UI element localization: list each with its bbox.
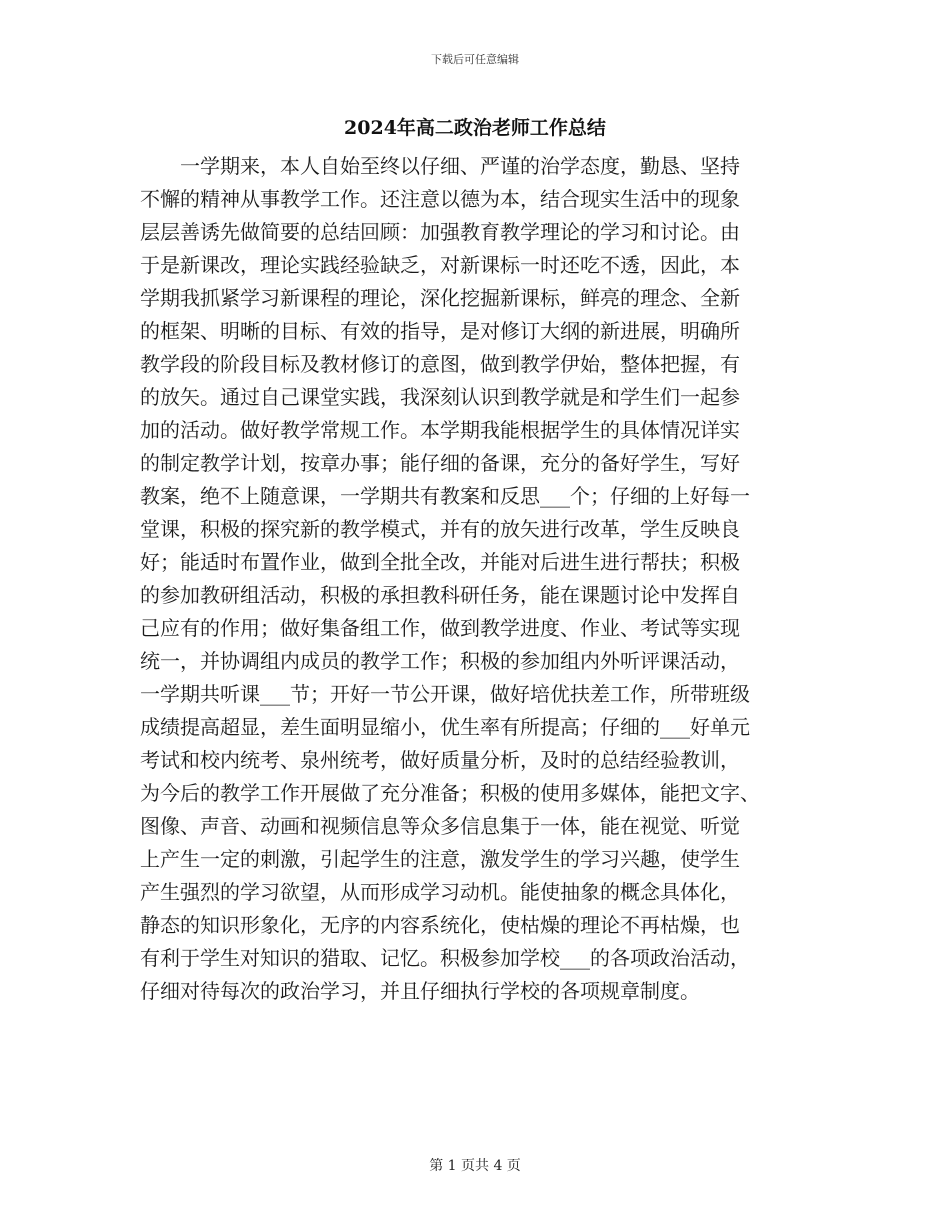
body-line: 成绩提高超显，差生面明显缩小，优生率有所提高；仔细的___好单元 (140, 715, 750, 739)
body-line: 产生强烈的学习欲望，从而形成学习动机。能使抽象的概念具体化， (140, 880, 740, 904)
page-number-footer: 第 1 页共 4 页 (429, 1158, 521, 1174)
body-line: 有利于学生对知识的猎取、记忆。积极参加学校___的各项政治活动， (140, 946, 750, 970)
body-line: 不懈的精神从事教学工作。还注意以德为本，结合现实生活中的现象 (140, 187, 740, 211)
body-line: 考试和校内统考、泉州统考，做好质量分析，及时的总结经验教训， (140, 748, 740, 772)
body-line: 学期我抓紧学习新课程的理论，深化挖掘新课标，鲜亮的理念、全新 (140, 286, 740, 310)
body-line: 的参加教研组活动，积极的承担教科研任务，能在课题讨论中发挥自 (140, 583, 740, 607)
body-line: 层层善诱先做简要的总结回顾：加强教育教学理论的学习和讨论。由 (140, 220, 740, 244)
document-body (140, 150, 820, 1008)
body-line: 仔细对待每次的政治学习，并且仔细执行学校的各项规章制度。 (140, 979, 700, 1003)
body-line: 图像、声音、动画和视频信息等众多信息集于一体，能在视觉、听觉 (140, 814, 740, 838)
body-line: 的制定教学计划，按章办事；能仔细的备课，充分的备好学生，写好 (140, 451, 740, 475)
body-line: 一学期来，本人自始至终以仔细、严谨的治学态度，勤恳、坚持 (140, 154, 740, 178)
body-line: 己应有的作用；做好集备组工作，做到教学进度、作业、考试等实现 (140, 616, 740, 640)
body-line: 为今后的教学工作开展做了充分准备；积极的使用多媒体，能把文字、 (140, 781, 760, 805)
body-line: 好；能适时布置作业，做到全批全改，并能对后进生进行帮扶；积极 (140, 550, 740, 574)
body-line: 统一，并协调组内成员的教学工作；积极的参加组内外听评课活动， (140, 649, 740, 673)
body-line: 上产生一定的刺激，引起学生的注意，激发学生的学习兴趣，使学生 (140, 847, 740, 871)
body-line: 的放矢。通过自己课堂实践，我深刻认识到教学就是和学生们一起参 (140, 385, 740, 409)
body-line: 一学期共听课___节；开好一节公开课，做好培优扶差工作，所带班级 (140, 682, 750, 706)
body-line: 的框架、明晰的目标、有效的指导，是对修订大纲的新进展，明确所 (140, 319, 740, 343)
body-line: 静态的知识形象化，无序的内容系统化，使枯燥的理论不再枯燥，也 (140, 913, 740, 937)
body-line: 于是新课改，理论实践经验缺乏，对新课标一时还吃不透，因此，本 (140, 253, 740, 277)
page-header-note: 下载后可任意编辑 (431, 53, 519, 66)
document-title: 2024年高二政治老师工作总结 (344, 117, 606, 139)
body-line: 教学段的阶段目标及教材修订的意图，做到教学伊始，整体把握，有 (140, 352, 740, 376)
body-line: 堂课，积极的探究新的教学模式，并有的放矢进行改革，学生反映良 (140, 517, 740, 541)
body-line: 加的活动。做好教学常规工作。本学期我能根据学生的具体情况详实 (140, 418, 740, 442)
body-line: 教案，绝不上随意课，一学期共有教案和反思___个；仔细的上好每一 (140, 484, 750, 508)
